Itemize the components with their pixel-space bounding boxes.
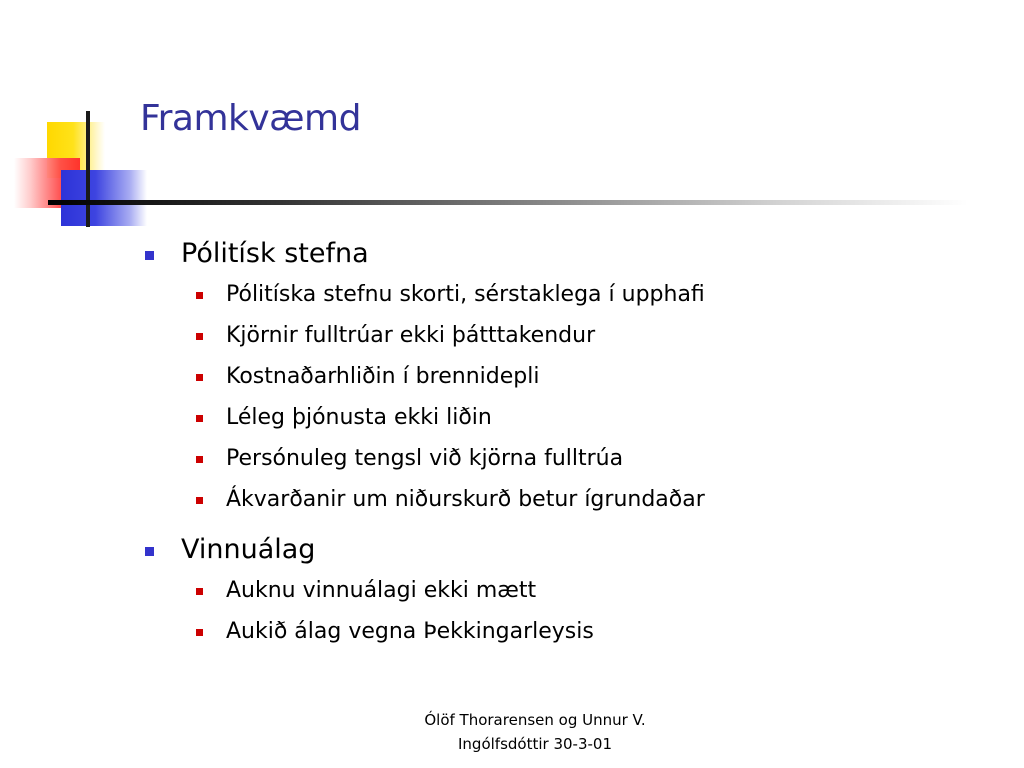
bullet-text: Persónuleg tengsl við kjörna fulltrúa — [226, 446, 624, 471]
bullet-text: Pólitíska stefnu skorti, sérstaklega í upphafi — [226, 282, 705, 307]
bullet-text: Aukið álag vegna Þekkingarleysis — [226, 619, 594, 644]
square-bullet-icon — [196, 456, 203, 463]
title-underline — [48, 200, 968, 205]
bullet-text: Auknu vinnuálagi ekki mætt — [226, 578, 537, 603]
bullet-level2 — [145, 397, 985, 438]
bullet-text: Kjörnir fulltrúar ekki þátttakendur — [226, 323, 596, 348]
slide-content — [145, 234, 985, 652]
square-bullet-icon — [196, 497, 203, 504]
slide-title: Framkvæmd — [140, 98, 361, 139]
square-bullet-icon — [196, 588, 203, 595]
bullet-text: Kostnaðarhliðin í brennidepli — [226, 364, 540, 389]
slide-footer — [340, 708, 730, 756]
bullet-level1 — [145, 530, 985, 570]
footer-line: Ólöf Thorarensen og Unnur V. — [424, 711, 646, 729]
square-bullet-icon — [196, 415, 203, 422]
bullet-text: Pólitísk stefna — [181, 238, 369, 269]
blue-square — [61, 170, 147, 226]
bullet-level2 — [145, 438, 985, 479]
square-bullet-icon — [196, 629, 203, 636]
bullet-level2 — [145, 611, 985, 652]
square-bullet-icon — [145, 251, 154, 260]
bullet-level2 — [145, 274, 985, 315]
bullet-text: Vinnuálag — [181, 534, 316, 565]
bullet-level2 — [145, 315, 985, 356]
square-bullet-icon — [145, 547, 154, 556]
square-bullet-icon — [196, 333, 203, 340]
bullet-text: Léleg þjónusta ekki liðin — [226, 405, 492, 430]
square-bullet-icon — [196, 374, 203, 381]
vertical-line — [86, 111, 90, 227]
bullet-level2 — [145, 570, 985, 611]
square-bullet-icon — [196, 292, 203, 299]
footer-line: Ingólfsdóttir 30-3-01 — [458, 735, 612, 753]
bullet-level1 — [145, 234, 985, 274]
bullet-level2 — [145, 356, 985, 397]
bullet-level2 — [145, 479, 985, 520]
bullet-text: Ákvarðanir um niðurskurð betur ígrundaðar — [226, 487, 705, 512]
